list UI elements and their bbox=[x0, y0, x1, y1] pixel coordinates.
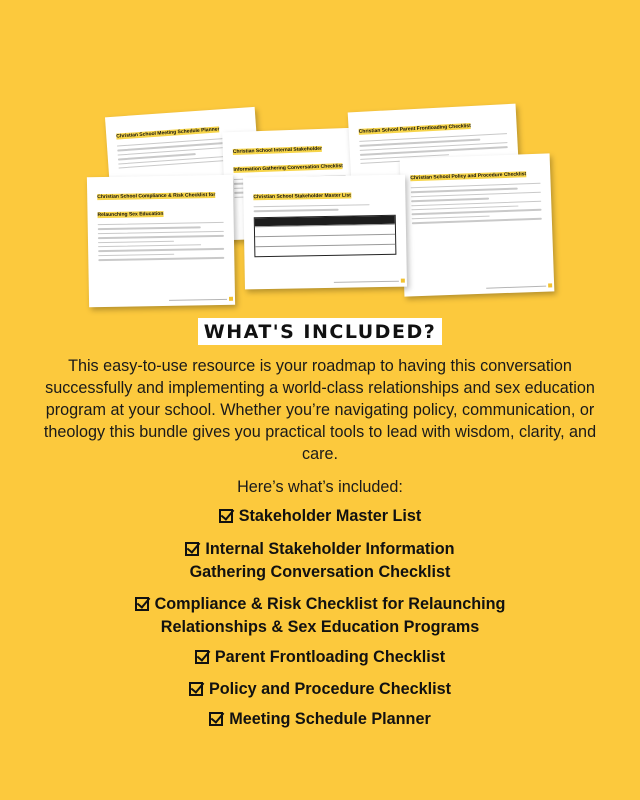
preview-page-policy-procedure bbox=[400, 153, 555, 296]
preview-table bbox=[254, 215, 397, 257]
checkbox-icon bbox=[209, 712, 223, 726]
item-label: Internal Stakeholder Information bbox=[205, 540, 455, 558]
heading-text: WHAT'S INCLUDED? bbox=[198, 318, 442, 345]
item-label-continued: Gathering Conversation Checklist bbox=[189, 563, 451, 581]
checkbox-icon bbox=[219, 509, 233, 523]
document-preview-collage bbox=[0, 0, 640, 320]
item-label: Parent Frontloading Checklist bbox=[214, 648, 446, 666]
preview-page-title: Christian School Stakeholder Master List bbox=[253, 192, 351, 201]
item-label: Stakeholder Master List bbox=[238, 507, 422, 525]
included-label: Here’s what’s included: bbox=[237, 478, 403, 496]
preview-page-title: Christian School Parent Frontloading Checklist bbox=[358, 123, 471, 135]
intro-paragraph: This easy-to-use resource is your roadmap to having this conversation successfully and implementing a world-class relationships and sex education program at your school. Whether you’re navigating policy, communication, or theology this bundle gives you practical tools to lead with wisdom, clarity, and care. bbox=[43, 357, 597, 463]
list-item bbox=[0, 505, 640, 528]
preview-page-title: Christian School Internal Stakeholder Information Gathering Conversation Checklist bbox=[232, 145, 343, 173]
preview-page-title: Christian School Policy and Procedure Checklist bbox=[410, 171, 527, 182]
section-heading bbox=[0, 318, 640, 345]
preview-page-title: Christian School Meeting Schedule Planner bbox=[116, 126, 220, 140]
checkbox-icon bbox=[185, 542, 199, 556]
item-label: Meeting Schedule Planner bbox=[229, 710, 431, 728]
item-label: Compliance & Risk Checklist for Relaunching bbox=[154, 595, 506, 613]
list-item bbox=[0, 538, 640, 584]
preview-page-compliance-risk bbox=[87, 175, 235, 308]
list-item bbox=[0, 708, 640, 731]
item-label-continued: Relationships & Sex Education Programs bbox=[160, 618, 480, 636]
item-label: Policy and Procedure Checklist bbox=[209, 680, 451, 698]
list-item bbox=[0, 646, 640, 669]
preview-page-title: Christian School Compliance & Risk Checklist for Relaunching Sex Education bbox=[97, 192, 216, 219]
checkbox-icon bbox=[135, 597, 149, 611]
preview-page-stakeholder-master-list bbox=[243, 175, 407, 290]
list-item bbox=[0, 678, 640, 701]
checkbox-icon bbox=[189, 682, 203, 696]
checkbox-icon bbox=[195, 650, 209, 664]
list-item bbox=[0, 593, 640, 639]
